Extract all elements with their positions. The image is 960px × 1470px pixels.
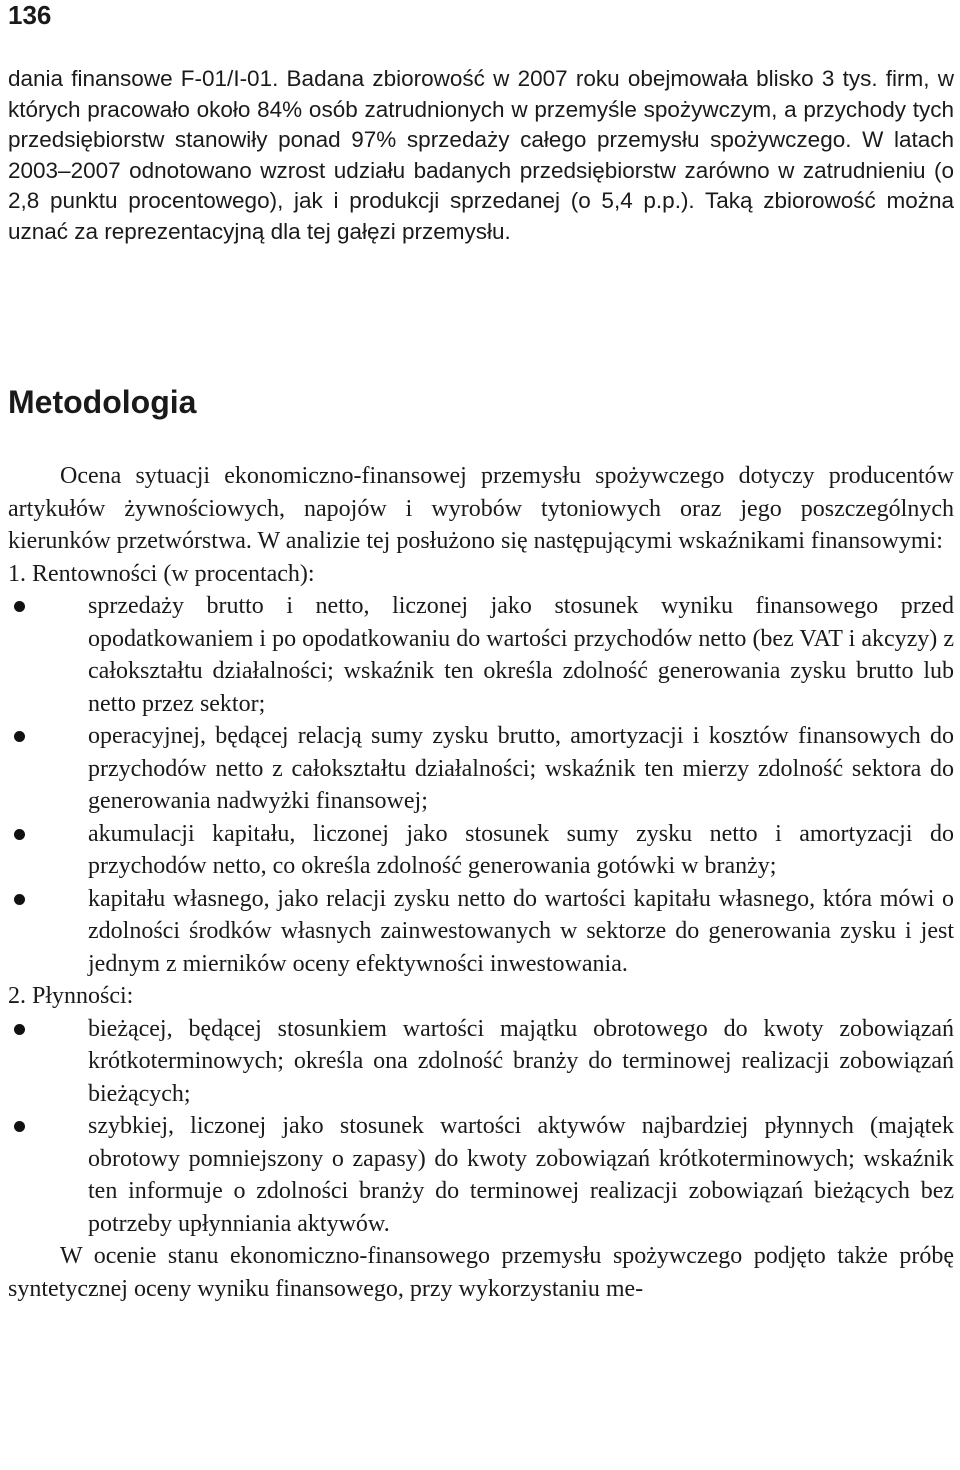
list-item xyxy=(8,590,954,720)
list-item xyxy=(8,720,954,818)
list-item xyxy=(8,1110,954,1240)
closing-paragraph: W ocenie stanu ekonomiczno-finansowego przemysłu spożywczego podjęto także próbę syntetycznej oceny wyniku finansowego, przy wykorzystaniu me- xyxy=(8,1243,954,1302)
list-item xyxy=(8,1013,954,1111)
list-item-text: bieżącej, będącej stosunkiem wartości majątku obrotowego do kwoty zobowiązań krótkoterminowych; określa ona zdolność branży do terminowej realizacji zobowiązań bieżących; xyxy=(88,1015,954,1107)
bullet-icon xyxy=(14,894,25,905)
list-item-text: operacyjnej, będącej relacją sumy zysku brutto, amortyzacji i kosztów finansowych do przychodów netto z całokształtu działalności; wskaźnik ten mierzy zdolność sektora do generowania nadwyżki finansowej; xyxy=(88,723,954,814)
list-item-text: akumulacji kapitału, liczonej jako stosunek sumy zysku netto i amortyzacji do przychodów netto, co określa zdolność generowania gotówki w branży; xyxy=(88,820,954,879)
section-heading: Metodologia xyxy=(8,384,197,420)
intro-paragraph: dania finansowe F-01/I-01. Badana zbiorowość w 2007 roku obejmowała blisko 3 tys. firm, w których pracowało około 84% osób zatrudnionych w przemyśle spożywczym, a przychody tych przedsiębiorstw stanowiły ponad 97% sprzedaży całego przemysłu spożywczego. W latach 2003–2007 odnotowano wzrost udziału badanych przedsiębiorstw zarówno w zatrudnieniu (o 2,8 punktu procentowego), jak i produkcji sprzedanej (o 5,4 p.p.). Taką zbiorowość można uznać za reprezentacyjną dla tej gałęzi przemysłu. xyxy=(8,66,954,244)
list-item-text: kapitału własnego, jako relacji zysku netto do wartości kapitału własnego, która mówi o zdolności środków własnych zainwestowanych w sektorze do generowania zysku i jest jednym z mierników oceny efektywności inwestowania. xyxy=(88,885,954,977)
bullet-icon xyxy=(14,829,25,840)
group-1-list xyxy=(8,590,954,980)
group-1-label: 1. Rentowności (w procentach): xyxy=(8,560,315,587)
bullet-icon xyxy=(14,1024,25,1035)
methodology-paragraph: Ocena sytuacji ekonomiczno-finansowej przemysłu spożywczego dotyczy producentów artykułów żywnościowych, napojów i wyrobów tytoniowych oraz jego poszczególnych kierunków przetwórstwa. W analizie tej posłużono się następującymi wskaźnikami finansowymi: xyxy=(8,463,954,554)
list-item xyxy=(8,818,954,883)
methodology-section xyxy=(8,460,954,1305)
bullet-icon xyxy=(14,1121,25,1132)
bullet-icon xyxy=(14,731,25,742)
list-item xyxy=(8,883,954,981)
list-item-text: sprzedaży brutto i netto, liczonej jako stosunek wyniku finansowego przed opodatkowaniem i po opodatkowaniu do wartości przychodów netto (bez VAT i akcyzy) z całokształtu działalności; wskaźnik ten określa zdolność generowania zysku brutto lub netto przez sektor; xyxy=(88,593,954,717)
group-2-label: 2. Płynności: xyxy=(8,983,134,1009)
page-number: 136 xyxy=(8,0,52,30)
group-2-list xyxy=(8,1013,954,1241)
bullet-icon xyxy=(14,601,25,612)
list-item-text: szybkiej, liczonej jako stosunek wartości aktywów najbardziej płynnych (majątek obrotowy pomniejszony o zapasy) do kwoty zobowiązań krótkoterminowych; wskaźnik ten informuje o zdolności branży do terminowej realizacji zobowiązań bieżących bez potrzeby upłynniania aktywów. xyxy=(88,1113,954,1237)
